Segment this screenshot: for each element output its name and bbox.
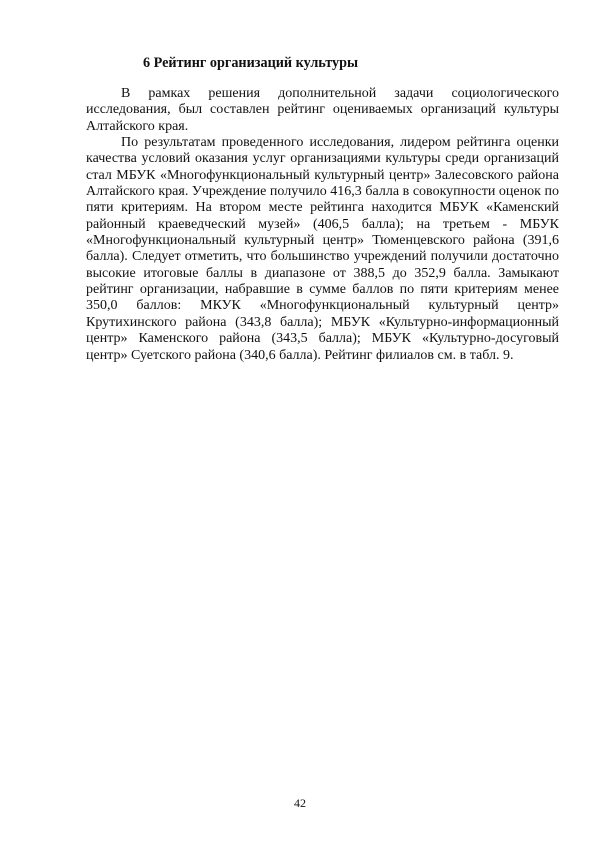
paragraph-results: По результатам проведенного исследования, лидером рейтинга оценки качества условий оказания услуг организациями культуры среди организаций стал МБУК «Многофункциональный культурный центр» Залесовского района Алтайского края. Учреждение получило 416,3 балла в совокупности оценок по пяти критериям. На втором месте рейтинга находится МБУК «Каменский районный краеведческий музей» (406,5 балла); на третьем - МБУК «Многофункциональный культурный центр» Тюменцевского района (391,6 балла). Следует отметить, что большинство учреждений получили достаточно высокие итоговые баллы в диапазоне от 388,5 до 352,9 балла. Замыкают рейтинг организации, набравшие в сумме баллов по пяти критериям менее 350,0 баллов: МКУК «Многофункциональный культурный центр» Крутихинского района (343,8 балла); МБУК «Культурно-информационный центр» Каменского района (343,5 балла); МБУК «Культурно-досуговый центр» Суетского района (340,6 балла). Рейтинг филиалов см. в табл. 9.: [86, 135, 559, 363]
section-title: 6 Рейтинг организаций культуры: [143, 55, 359, 71]
body-text: [86, 86, 559, 364]
page-number: 42: [294, 796, 306, 810]
paragraph-intro: В рамках решения дополнительной задачи социологического исследования, был составлен рейтинг оцениваемых организаций культуры Алтайского края.: [86, 86, 559, 134]
